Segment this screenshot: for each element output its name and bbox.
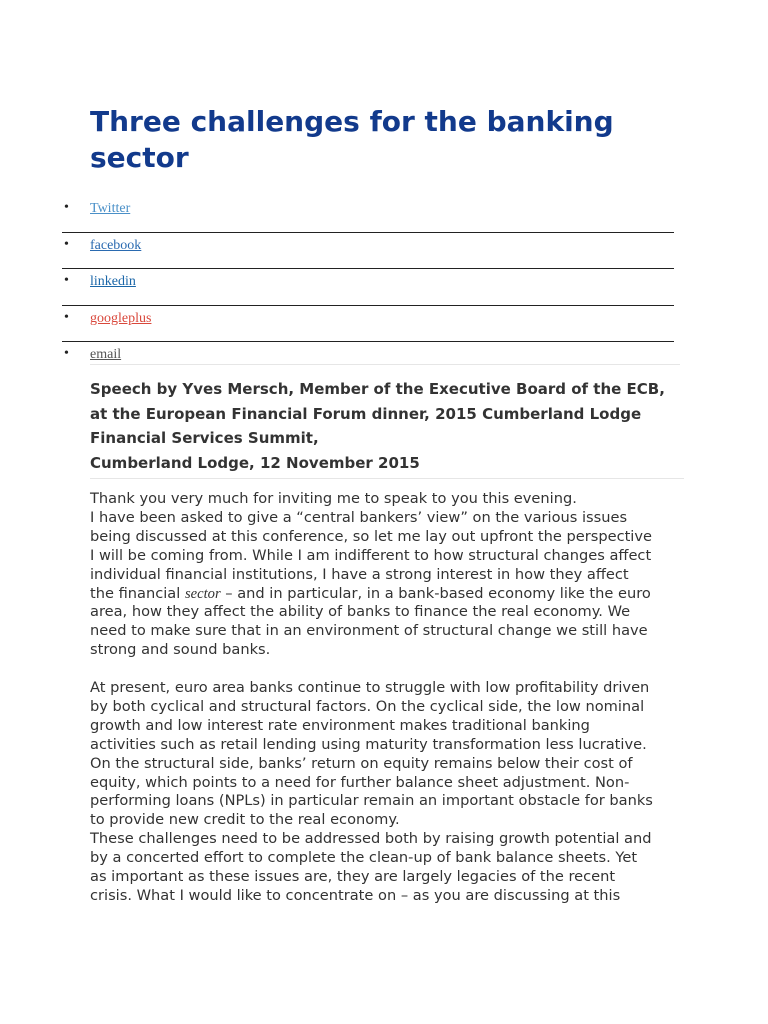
body-line — [90, 585, 684, 604]
body-line: Thank you very much for inviting me to speak to you this evening. — [90, 490, 577, 507]
email-link[interactable]: email — [90, 347, 122, 362]
googleplus-link[interactable]: googleplus — [90, 310, 152, 326]
body-text-fragment: – and in particular, in a bank-based economy like the euro — [220, 584, 651, 602]
facebook-link[interactable]: facebook — [90, 237, 142, 253]
body-line: activities such as retail lending using maturity transformation less lucrative. — [90, 735, 647, 753]
body-line: individual financial institutions, I have a strong interest in how they affect — [90, 565, 629, 583]
body-line: crisis. What I would like to concentrate on – as you are discussing at this — [90, 887, 621, 905]
body-line: strong and sound banks. — [90, 641, 271, 659]
body-line: equity, which points to a need for further balance sheet adjustment. Non- — [90, 773, 630, 791]
body-line: On the structural side, banks’ return on equity remains below their cost of — [90, 754, 633, 772]
body-line: being discussed at this conference, so let me lay out upfront the perspective — [90, 527, 652, 545]
body-line: performing loans (NPLs) in particular remain an important obstacle for banks — [90, 792, 653, 810]
body-line: as important as these issues are, they are largely legacies of the recent — [90, 868, 616, 886]
speech-info-line: Speech by Yves Mersch, Member of the Executive Board of the ECB, — [90, 380, 665, 398]
share-item-twitter — [62, 196, 674, 233]
body-line: I have been asked to give a “central bankers’ view” on the various issues — [90, 508, 628, 526]
share-item-facebook — [62, 233, 674, 270]
body-line: growth and low interest rate environment makes traditional banking — [90, 716, 590, 734]
share-item-linkedin — [62, 269, 674, 306]
bullet-icon: • — [64, 346, 69, 361]
bullet-icon: • — [64, 200, 69, 215]
body-text-fragment: the financial — [90, 584, 185, 602]
page-title: Three challenges for the banking sector — [90, 105, 614, 174]
bullet-icon: • — [64, 309, 69, 325]
speech-info-line: Financial Services Summit, — [90, 429, 319, 447]
speech-info — [90, 364, 680, 475]
speech-body — [90, 478, 684, 906]
body-line: area, how they affect the ability of banks to finance the real economy. We — [90, 603, 631, 621]
body-line: to provide new credit to the real economy. — [90, 811, 400, 829]
share-links-list — [62, 196, 674, 379]
body-line: At present, euro area banks continue to struggle with low profitability driven — [90, 679, 650, 697]
bullet-icon: • — [64, 236, 69, 252]
paragraph-gap — [90, 660, 684, 679]
share-item-googleplus — [62, 306, 674, 343]
linkedin-link[interactable]: linkedin — [90, 274, 136, 289]
body-line: by a concerted effort to complete the clean-up of bank balance sheets. Yet — [90, 849, 638, 867]
body-line: need to make sure that in an environment of structural change we still have — [90, 622, 648, 640]
emphasis-sector: sector — [184, 585, 221, 602]
body-line: These challenges need to be addressed both by raising growth potential and — [90, 830, 652, 848]
body-line: I will be coming from. While I am indifferent to how structural changes affect — [90, 546, 652, 564]
body-line: by both cyclical and structural factors. On the cyclical side, the low nominal — [90, 697, 645, 715]
twitter-link[interactable]: Twitter — [90, 201, 131, 216]
speech-date-line: Cumberland Lodge, 12 November 2015 — [90, 453, 420, 472]
speech-info-line: at the European Financial Forum dinner, 2015 Cumberland Lodge — [90, 404, 642, 423]
bullet-icon: • — [64, 273, 69, 288]
